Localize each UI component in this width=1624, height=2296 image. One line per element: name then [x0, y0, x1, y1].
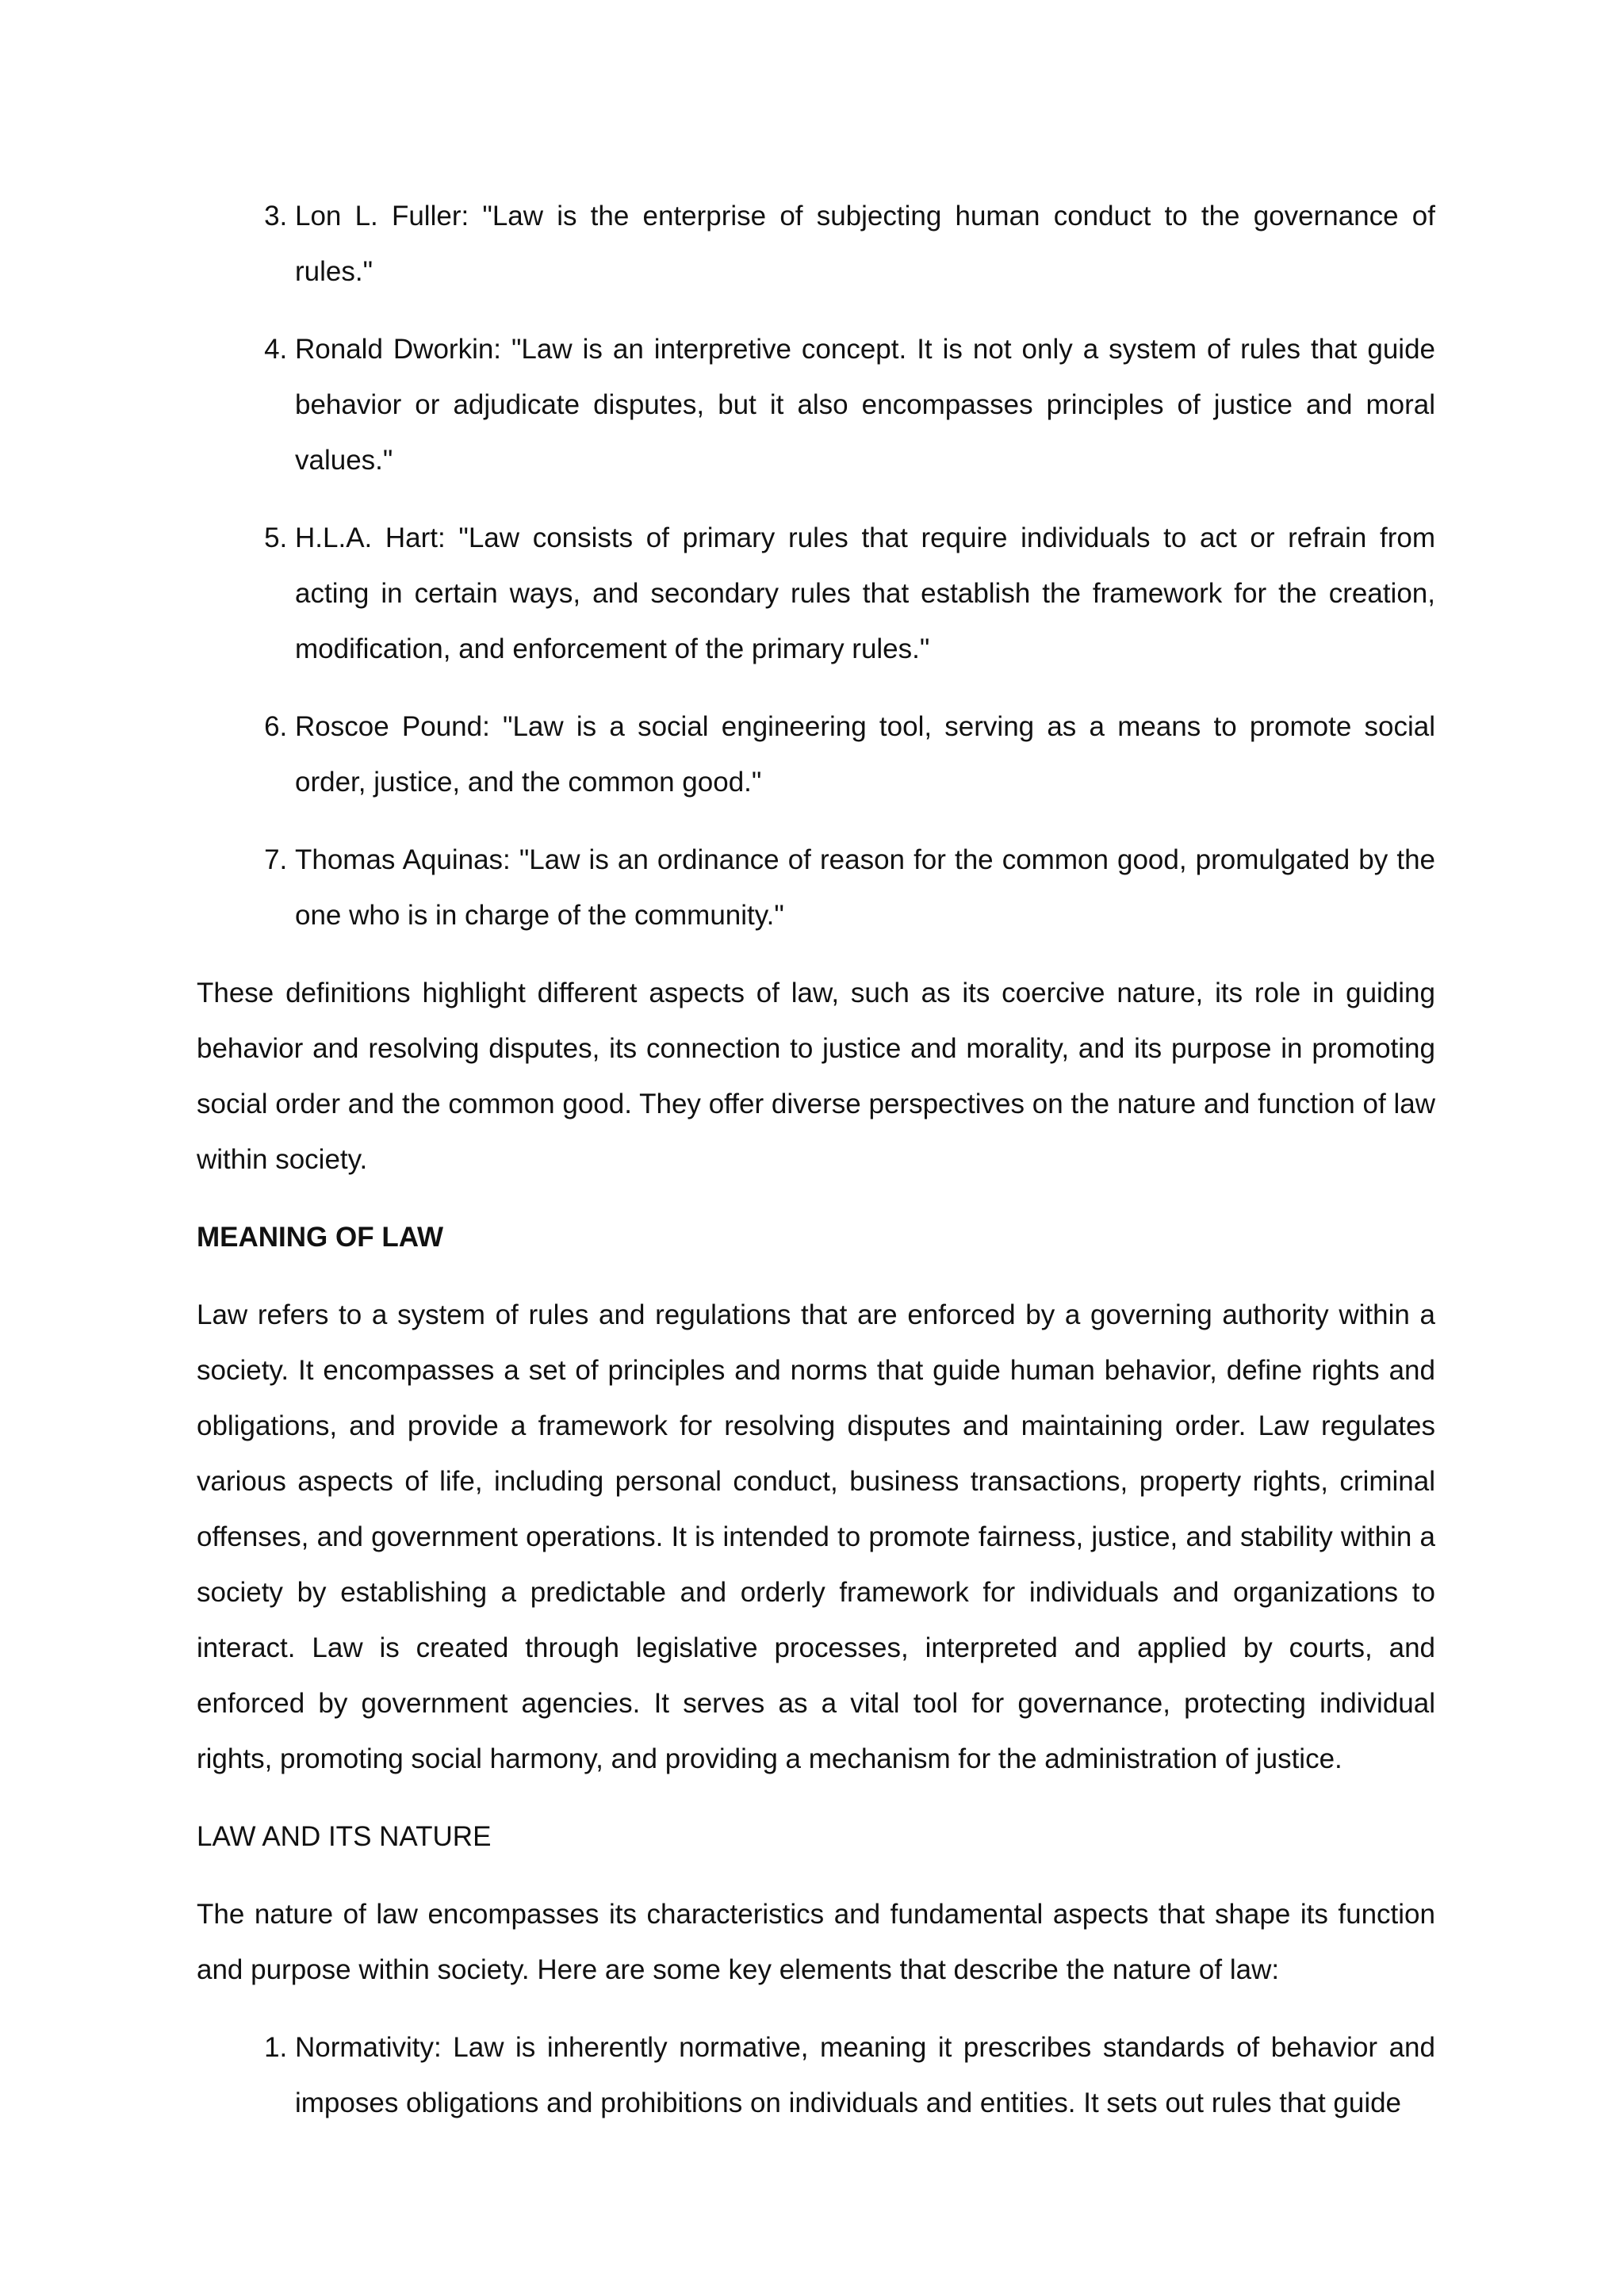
summary-paragraph: These definitions highlight different aspects of law, such as its coercive nature, its role in guiding behavior and resolving disputes, its connection to justice and morality, and its purpose in promoting social order and the common good. They offer diverse perspectives on the nature and function of law within society. — [197, 978, 1435, 1175]
definitions-list — [197, 189, 1435, 943]
list-item: 6. Roscoe Pound: "Law is a social engineering tool, serving as a means to promote social order, justice, and the common good." — [295, 699, 1435, 810]
nature-heading: LAW AND ITS NATURE — [197, 1821, 492, 1852]
list-item: 7. Thomas Aquinas: "Law is an ordinance of reason for the common good, promulgated by the one who is in charge of the community." — [295, 832, 1435, 943]
meaning-heading: MEANING OF LAW — [197, 1222, 444, 1253]
list-item: 4. Ronald Dworkin: "Law is an interpretive concept. It is not only a system of rules that guide behavior or adjudicate disputes, but it also encompasses principles of justice and moral values." — [295, 322, 1435, 488]
meaning-paragraph: Law refers to a system of rules and regulations that are enforced by a governing authority within a society. It encompasses a set of principles and norms that guide human behavior, define rights and obligations, and provide a framework for resolving disputes and maintaining order. Law regulates various aspects of life, including personal conduct, business transactions, property rights, criminal offenses, and government operations. It is intended to promote fairness, justice, and stability within a society by establishing a predictable and orderly framework for individuals and organizations to interact. Law is created through legislative processes, interpreted and applied by courts, and enforced by government agencies. It serves as a vital tool for governance, protecting individual rights, promoting social harmony, and providing a mechanism for the administration of justice. — [197, 1299, 1435, 1774]
list-item: 1. Normativity: Law is inherently normative, meaning it prescribes standards of behavior and imposes obligations and prohibitions on individuals and entities. It sets out rules that guide — [295, 2020, 1435, 2131]
nature-intro-paragraph: The nature of law encompasses its characteristics and fundamental aspects that shape its function and purpose within society. Here are some key elements that describe the nature of law: — [197, 1899, 1435, 1985]
page-content — [197, 189, 1435, 2153]
list-item: 5. H.L.A. Hart: "Law consists of primary rules that require individuals to act or refrain from acting in certain ways, and secondary rules that establish the framework for the creation, modification, and enforcement of the primary rules." — [295, 511, 1435, 677]
list-item: 3. Lon L. Fuller: "Law is the enterprise of subjecting human conduct to the governance of rules." — [295, 189, 1435, 300]
nature-list — [197, 2020, 1435, 2131]
